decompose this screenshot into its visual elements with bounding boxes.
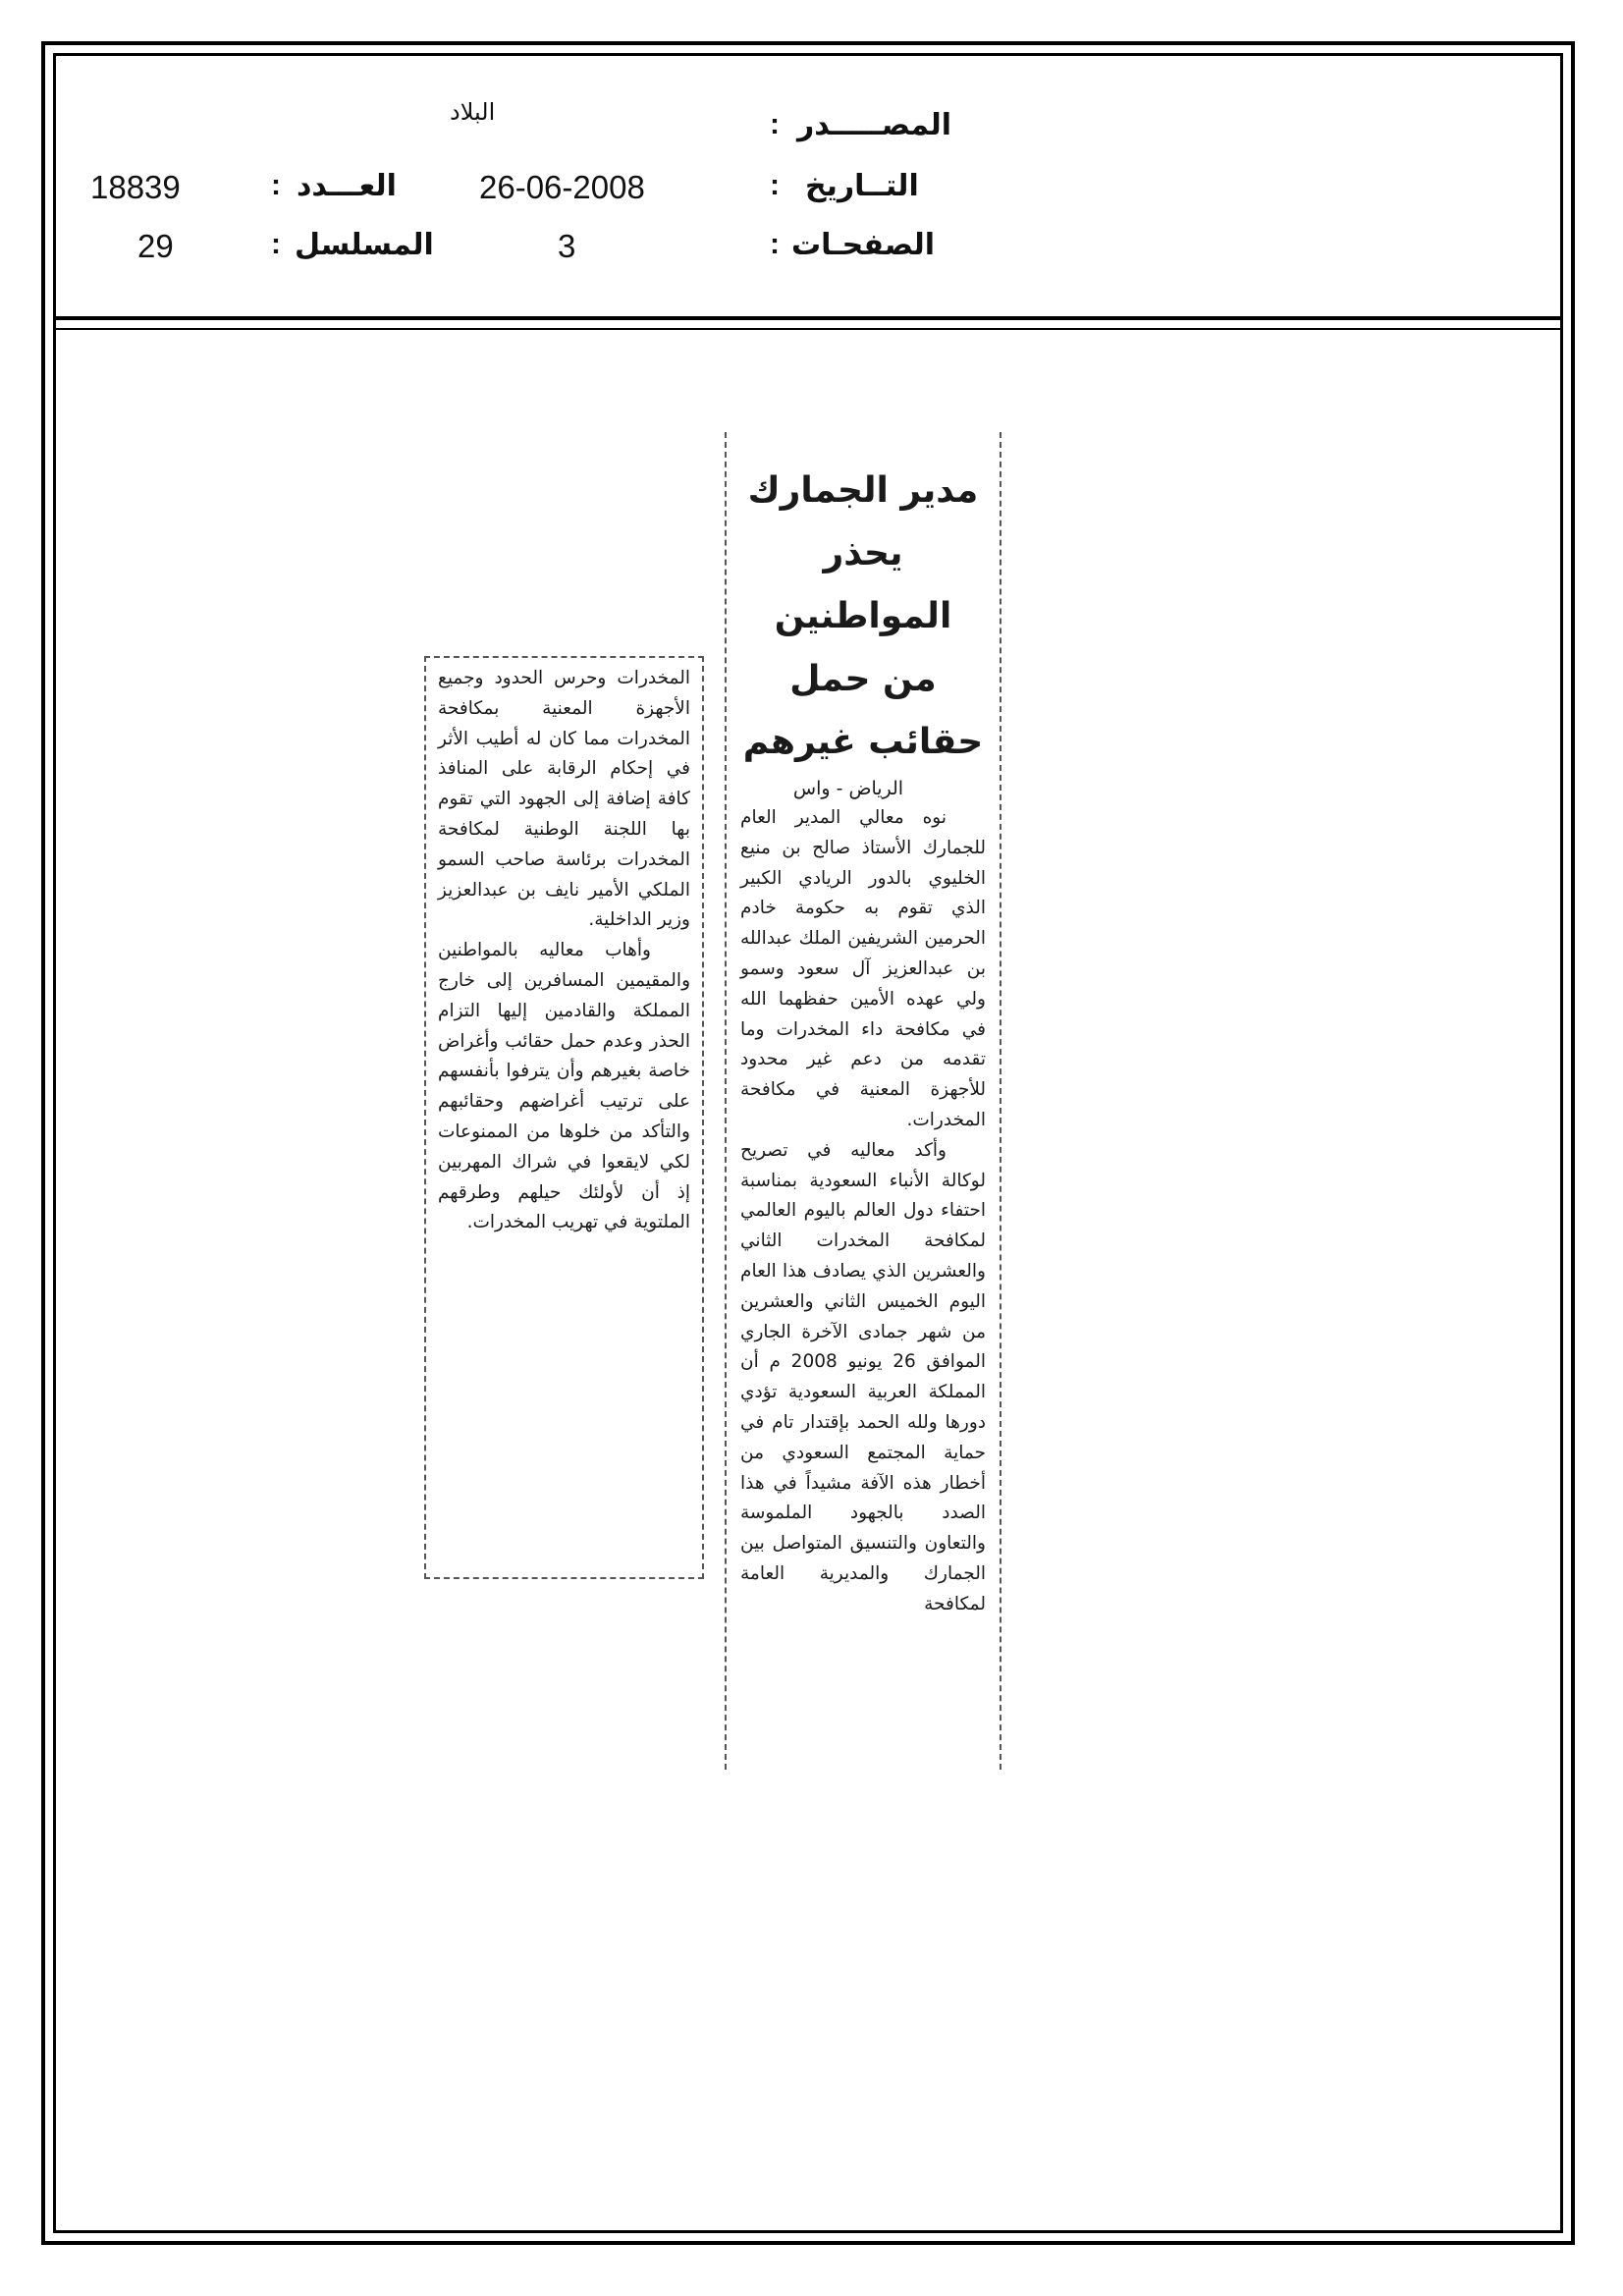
- article-paragraph: نوه معالي المدير العام للجمارك الأستاذ صالح بن منيع الخليوي بالدور الريادي الكبير الذي تقوم به حكومة خادم الحرمين الشريفين الملك عبدالله بن عبدالعزيز آل سعود وسمو ولي عهده الأمين حفظهما الله في مكافحة داء المخدرات وما تقدمه من دعم غير محدود للأجهزة المعنية في مكافحة المخدرات.: [740, 807, 986, 1130]
- source-value: البلاد: [450, 98, 496, 126]
- header-divider-thin: [53, 328, 1563, 330]
- article-dateline: الرياض - واس: [792, 778, 904, 799]
- date-label: التــاريخ: [805, 169, 919, 203]
- date-value: 26-06-2008: [479, 169, 645, 205]
- article-paragraph: وأهاب معاليه بالمواطنين والمقيمين المسافرين إلى خارج المملكة والقادمين إليها التزام الحذر وعدم حمل حقائب وأغراض خاصة بغيرهم وأن يترفوا بأنفسهم على ترتيب أغراضهم وحقائبهم والتأكد من خلوها من الممنوعات لكي لايقعوا في شراك المهربين إذ أن لأولئك حيلهم وطرقهم الملتوية في تهريب المخدرات.: [438, 940, 690, 1233]
- date-colon: :: [770, 169, 780, 201]
- serial-colon: :: [271, 228, 281, 260]
- serial-label: المسلسل: [295, 228, 434, 262]
- source-colon: :: [770, 108, 780, 140]
- pages-label: الصفحـات: [791, 228, 935, 262]
- pages-value: 3: [558, 228, 576, 264]
- article-headline: [740, 460, 986, 774]
- headline-line-1: مدير الجمارك يحذر المواطنين: [747, 470, 979, 636]
- article-column-left: [424, 656, 704, 1579]
- issue-value: 18839: [90, 169, 181, 205]
- pages-colon: :: [770, 228, 780, 260]
- article-column-right: [725, 432, 1001, 1770]
- source-label: المصـــــدر: [797, 108, 952, 142]
- article-paragraph: المخدرات وحرس الحدود وجميع الأجهزة المعنية بمكافحة المخدرات مما كان له أطيب الأثر في إحكام الرقابة على المنافذ كافة إضافة إلى الجهود التي تقوم بها اللجنة الوطنية لمكافحة المخدرات برئاسة صاحب السمو الملكي الأمير نايف بن عبدالعزيز وزير الداخلية.: [438, 668, 690, 931]
- issue-colon: :: [271, 169, 281, 201]
- issue-label: العـــدد: [297, 169, 397, 203]
- header-divider: [53, 316, 1563, 320]
- headline-line-2: من حمل حقائب غيرهم: [742, 659, 984, 762]
- article-paragraph: وأكد معاليه في تصريح لوكالة الأنباء السعودية بمناسبة احتفاء دول العالم باليوم العالمي لمكافحة المخدرات الثاني والعشرين الذي يصادف هذا العام اليوم الخميس الثاني والعشرين من شهر جمادى الآخرة الجاري الموافق 26 يونيو 2008 م أن المملكة العربية السعودية تؤدي دورها ولله الحمد بإقتدار تام في حماية المجتمع السعودي من أخطار هذه الآفة مشيداً في هذا الصدد بالجهود الملموسة والتعاون والتنسيق المتواصل بين الجمارك والمديرية العامة لمكافحة: [740, 1139, 986, 1614]
- serial-value: 29: [137, 228, 174, 264]
